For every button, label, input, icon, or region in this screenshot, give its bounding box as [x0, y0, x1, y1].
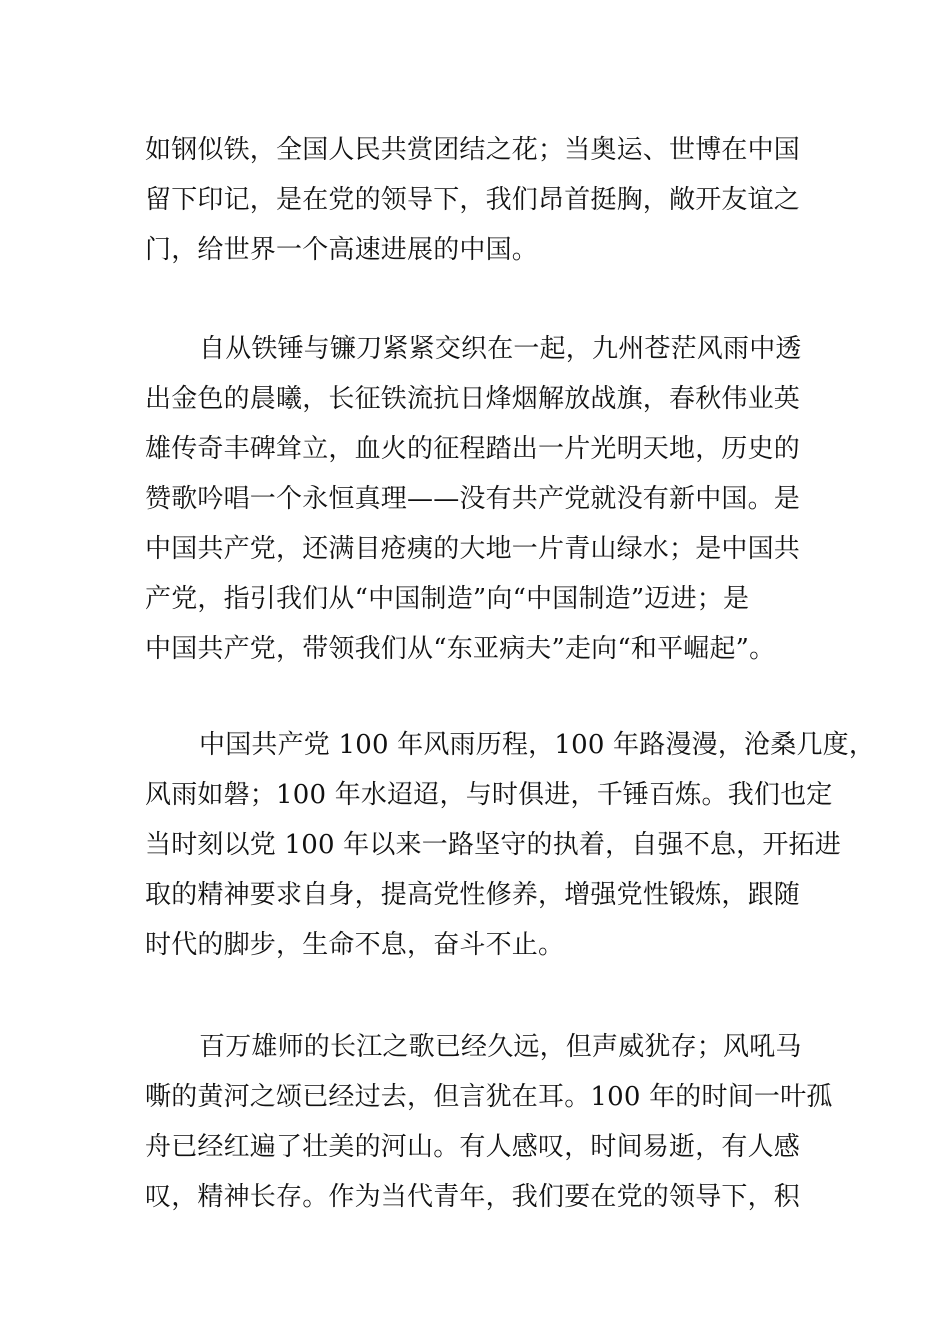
- text-line: 赞歌吟唱一个永恒真理——没有共产党就没有新中国。是: [145, 484, 801, 514]
- paragraph-continuation: [145, 125, 815, 275]
- text-line: 产党，指引我们从“中国制造”向“中国制造”迈进；是: [145, 584, 750, 614]
- text-line: 雄传奇丰碑耸立，血火的征程踏出一片光明天地，历史的: [145, 434, 801, 464]
- text-line: 出金色的晨曦，长征铁流抗日烽烟解放战旗，春秋伟业英: [145, 384, 801, 414]
- text-line: 叹，精神长存。作为当代青年，我们要在党的领导下，积: [145, 1182, 801, 1212]
- paragraph-100-years: [145, 720, 876, 970]
- text-line: 百万雄师的长江之歌已经久远，但声威犹存；风吼马: [199, 1032, 802, 1062]
- text-line: 舟已经红遍了壮美的河山。有人感叹，时间易逝，有人感: [145, 1132, 801, 1162]
- text-line: 中国共产党 100 年风雨历程，100 年路漫漫，沧桑几度，: [199, 730, 876, 760]
- text-line: 留下印记，是在党的领导下，我们昂首挺胸，敞开友谊之: [145, 185, 801, 215]
- text-line: 自从铁锤与镰刀紧紧交织在一起，九州苍茫风雨中透: [199, 334, 802, 364]
- text-line: 风雨如磐；100 年水迢迢，与时俱进，千锤百炼。我们也定: [145, 780, 833, 810]
- text-line: 中国共产党，带领我们从“东亚病夫”走向“和平崛起”。: [145, 634, 776, 664]
- paragraph-million-army: [145, 1022, 833, 1222]
- text-line: 中国共产党，还满目疮痍的大地一片青山绿水；是中国共: [145, 534, 801, 564]
- text-line: 门，给世界一个高速进展的中国。: [145, 235, 539, 265]
- text-line: 当时刻以党 100 年以来一路坚守的执着，自强不息，开拓进: [145, 830, 841, 860]
- text-line: 取的精神要求自身，提高党性修养，增强党性锻炼，跟随: [145, 880, 801, 910]
- text-line: 时代的脚步，生命不息，奋斗不止。: [145, 930, 565, 960]
- paragraph-hammer-sickle: [145, 324, 815, 674]
- text-line: 如钢似铁，全国人民共赏团结之花；当奥运、世博在中国: [145, 135, 801, 165]
- text-line: 嘶的黄河之颂已经过去，但言犹在耳。100 年的时间一叶孤: [145, 1082, 833, 1112]
